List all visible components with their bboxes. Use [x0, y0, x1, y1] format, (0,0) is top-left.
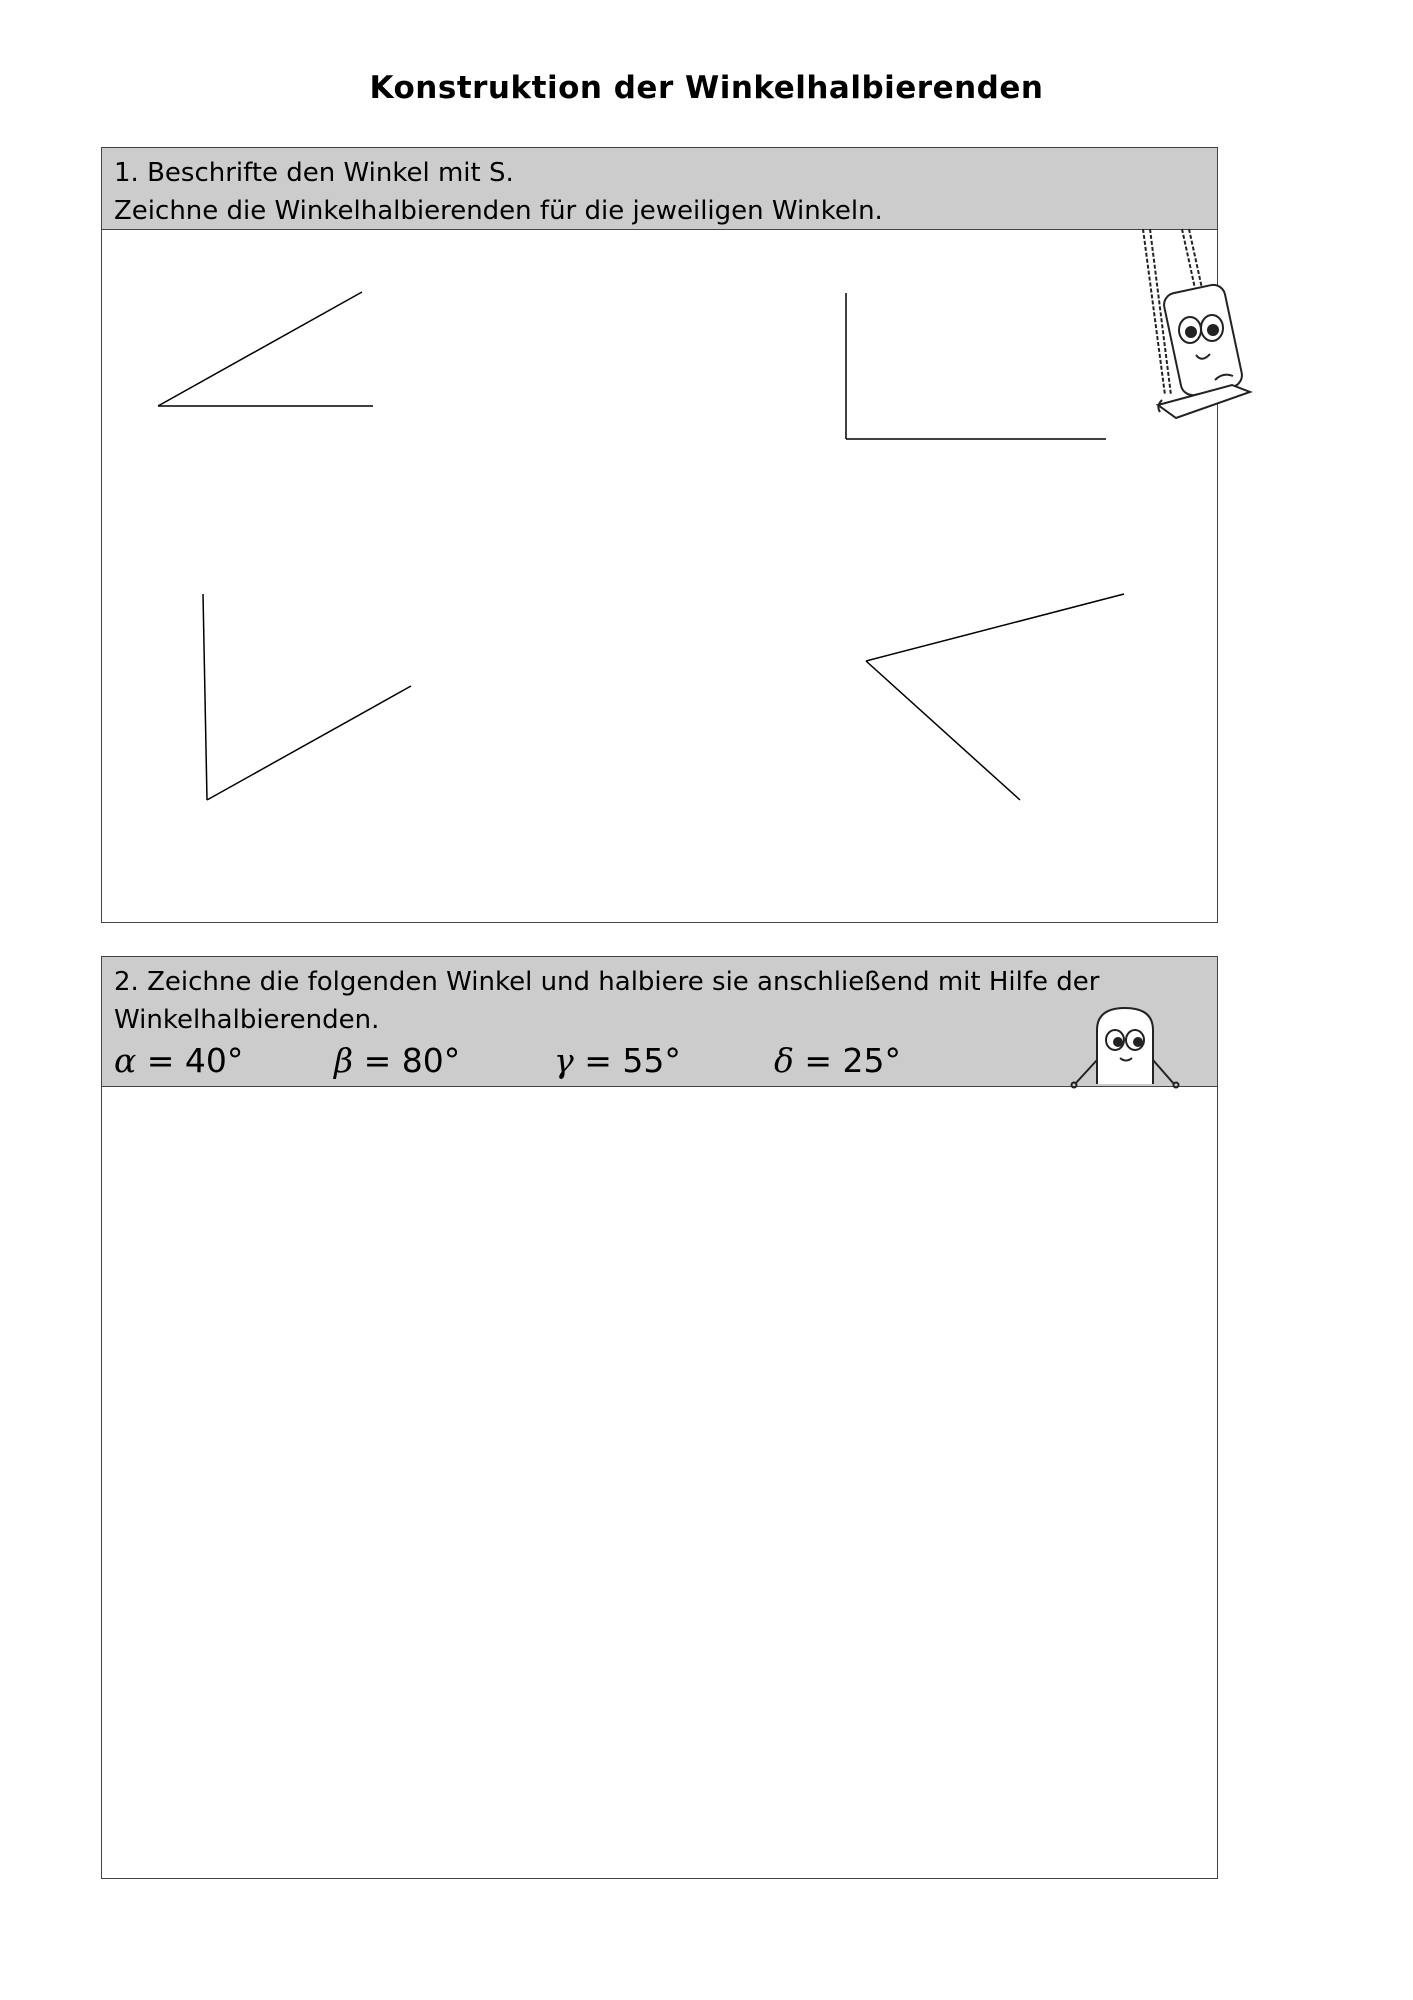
worksheet-title: Konstruktion der Winkelhalbierenden: [369, 70, 1044, 106]
angle-figure-4: [866, 594, 1124, 800]
chalk-mascot-peeking-icon: [1072, 1008, 1179, 1088]
angle-figure-2: [846, 293, 1106, 439]
task2-instruction-2: Winkelhalbierenden.: [114, 1005, 380, 1035]
angle-gamma: γ = 55°: [554, 1041, 681, 1080]
angle-delta: δ = 25°: [774, 1041, 902, 1080]
chalk-mascot-swinging-icon: [1143, 229, 1250, 418]
angle-beta: β = 80°: [334, 1041, 461, 1080]
angle-figure-3: [203, 594, 411, 800]
task1-instruction-2: Zeichne die Winkelhalbierenden für die jeweiligen Winkeln.: [114, 196, 883, 226]
task2-instruction-1: 2. Zeichne die folgenden Winkel und halbiere sie anschließend mit Hilfe der: [114, 967, 1100, 997]
task1-instruction-1: 1. Beschrifte den Winkel mit S.: [114, 158, 514, 188]
angle-figure-1: [158, 292, 373, 406]
angle-alpha: α = 40°: [114, 1041, 244, 1080]
